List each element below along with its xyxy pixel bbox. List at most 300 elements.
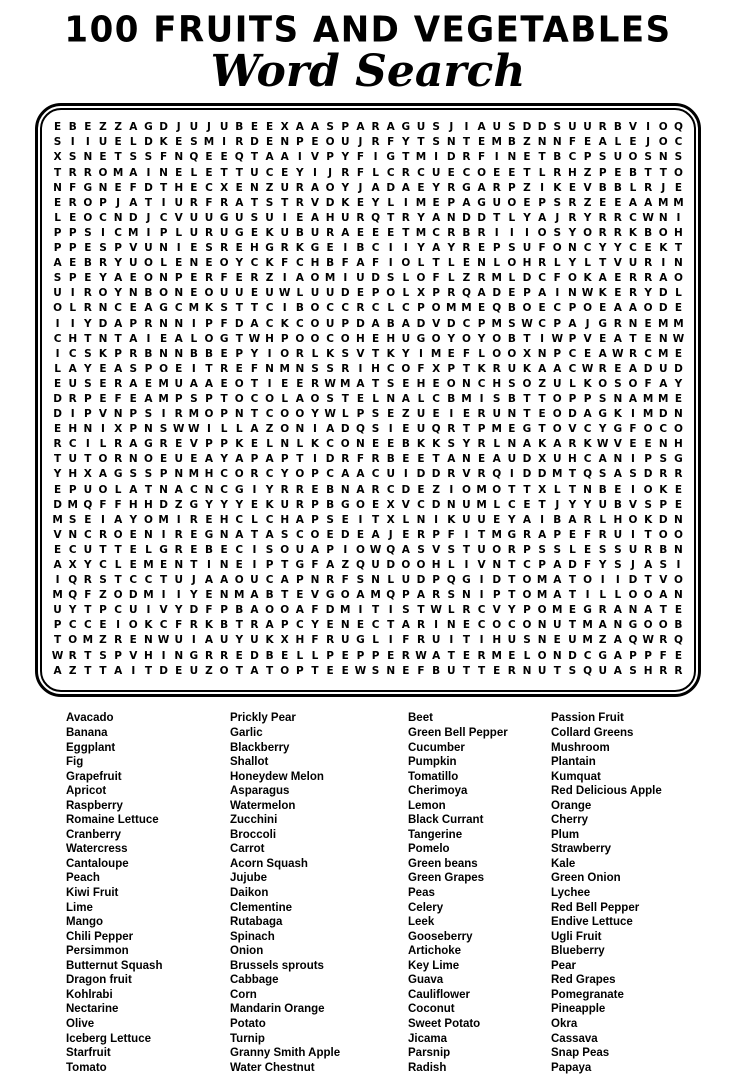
grid-letter: W	[188, 423, 200, 436]
word-item: Pear	[551, 959, 576, 972]
grid-letter: O	[522, 302, 532, 315]
grid-letter: T	[235, 332, 243, 345]
grid-letter: N	[613, 392, 623, 405]
grid-letter: U	[219, 226, 229, 239]
grid-letter: A	[553, 362, 562, 375]
grid-letter: Q	[371, 211, 381, 224]
grid-letter: O	[673, 528, 683, 541]
grid-letter: P	[538, 559, 546, 572]
word-list-column	[230, 711, 408, 1075]
grid-letter: G	[113, 468, 123, 481]
grid-letter: E	[341, 664, 349, 677]
grid-letter: C	[568, 362, 577, 375]
grid-letter: I	[479, 392, 484, 405]
grid-letter: W	[248, 332, 261, 345]
grid-letter: A	[265, 528, 274, 541]
grid-letter: G	[477, 196, 486, 209]
grid-letter: F	[477, 151, 486, 164]
grid-letter: U	[189, 121, 199, 134]
grid-letter: R	[568, 438, 577, 451]
grid-letter: A	[204, 574, 214, 587]
grid-letter: Y	[220, 498, 228, 511]
grid-letter: P	[220, 438, 228, 451]
grid-letter: F	[659, 649, 667, 662]
word-item: Tangerine	[408, 828, 463, 841]
grid-letter: E	[250, 498, 259, 511]
grid-letter: R	[326, 634, 335, 647]
grid-letter: T	[462, 136, 470, 149]
grid-letter: E	[614, 287, 622, 300]
grid-letter: L	[599, 589, 607, 602]
grid-letter: U	[265, 287, 274, 300]
grid-letter: F	[281, 257, 289, 270]
grid-letter: T	[84, 664, 92, 677]
grid-letter: M	[642, 408, 654, 421]
grid-letter: B	[265, 589, 274, 602]
grid-letter: A	[174, 332, 183, 345]
grid-letter: E	[190, 242, 198, 255]
grid-letter: J	[207, 121, 211, 134]
grid-letter: S	[311, 362, 319, 375]
grid-letter: Y	[447, 242, 456, 255]
grid-letter: E	[159, 559, 168, 572]
grid-letter: O	[628, 377, 638, 390]
grid-letter: S	[129, 151, 138, 164]
grid-letter: I	[540, 181, 545, 194]
grid-letter: N	[356, 438, 365, 451]
grid-letter: N	[537, 619, 547, 632]
grid-letter: M	[188, 408, 200, 421]
grid-letter: O	[507, 347, 517, 360]
grid-letter: S	[326, 513, 334, 526]
grid-letter: R	[568, 196, 577, 209]
grid-letter: N	[280, 136, 290, 149]
grid-letter: F	[583, 528, 592, 541]
grid-letter: C	[68, 543, 77, 556]
grid-letter: I	[176, 513, 181, 526]
grid-letter: R	[674, 468, 683, 481]
grid-letter: U	[628, 543, 638, 556]
grid-letter: B	[507, 392, 516, 405]
grid-letter: V	[628, 121, 638, 134]
word-item: Grapefruit	[66, 770, 122, 783]
grid-letter: F	[205, 196, 213, 209]
grid-letter: O	[643, 302, 653, 315]
grid-letter: T	[235, 166, 243, 179]
grid-letter: N	[340, 619, 350, 632]
word-item: Apricot	[66, 785, 107, 798]
grid-letter: J	[191, 574, 196, 587]
page-subtitle: Word Search	[210, 46, 526, 97]
word-item: Mushroom	[551, 741, 610, 754]
word-item: Blackberry	[230, 741, 290, 754]
grid-letter: G	[613, 423, 623, 436]
grid-letter: A	[613, 604, 622, 617]
grid-letter: P	[114, 347, 122, 360]
grid-letter: B	[235, 121, 244, 134]
grid-letter: R	[98, 528, 108, 541]
grid-letter: R	[204, 649, 214, 662]
grid-letter: S	[326, 362, 334, 375]
grid-letter: J	[116, 196, 121, 209]
grid-letter: E	[508, 423, 516, 436]
grid-letter: B	[144, 347, 153, 360]
grid-letter: A	[659, 377, 668, 390]
grid-letter: I	[509, 468, 514, 481]
grid-letter: M	[112, 166, 124, 179]
grid-letter: E	[538, 302, 546, 315]
word-item: Potato	[230, 1017, 266, 1030]
grid-letter: L	[402, 287, 410, 300]
grid-letter: A	[265, 151, 274, 164]
grid-letter: R	[220, 362, 229, 375]
grid-letter: U	[553, 453, 562, 466]
word-item: Sweet Potato	[408, 1017, 481, 1030]
grid-letter: R	[341, 453, 350, 466]
grid-letter: E	[250, 226, 259, 239]
grid-letter: V	[613, 257, 622, 270]
grid-letter: V	[628, 498, 638, 511]
grid-letter: V	[310, 151, 320, 164]
grid-letter: C	[189, 483, 198, 496]
grid-letter: R	[204, 272, 214, 285]
grid-letter: P	[235, 347, 244, 360]
grid-letter: H	[68, 332, 78, 345]
grid-letter: U	[98, 136, 108, 149]
grid-letter: X	[280, 121, 289, 134]
grid-letter: I	[282, 272, 287, 285]
grid-letter: D	[431, 498, 441, 511]
grid-letter: R	[250, 468, 259, 481]
grid-letter: V	[174, 211, 183, 224]
grid-letter: L	[114, 483, 122, 496]
grid-letter: P	[53, 226, 62, 239]
grid-letter: E	[53, 377, 62, 390]
grid-letter: E	[129, 543, 137, 556]
grid-letter: T	[99, 543, 107, 556]
grid-letter: E	[447, 347, 455, 360]
word-item: Granny Smith Apple	[230, 1047, 341, 1060]
grid-letter: O	[234, 468, 244, 481]
grid-letter: Q	[583, 664, 593, 677]
grid-letter: H	[280, 513, 290, 526]
grid-letter: Q	[673, 634, 683, 647]
grid-letter: N	[507, 438, 517, 451]
grid-letter: E	[220, 347, 228, 360]
grid-letter: O	[507, 257, 517, 270]
grid-letter: T	[568, 483, 576, 496]
grid-letter: Y	[250, 347, 259, 360]
grid-letter: O	[234, 377, 244, 390]
grid-letter: P	[553, 528, 562, 541]
grid-letter: S	[84, 226, 92, 239]
grid-letter: F	[417, 362, 425, 375]
grid-letter: K	[659, 242, 668, 255]
grid-letter: P	[84, 408, 92, 421]
grid-letter: D	[522, 272, 532, 285]
grid-letter: B	[326, 483, 335, 496]
grid-letter: C	[477, 377, 486, 390]
grid-letter: A	[295, 392, 304, 405]
grid-letter: S	[553, 196, 562, 209]
grid-letter: T	[553, 664, 561, 677]
grid-letter: B	[674, 619, 683, 632]
grid-letter: O	[507, 196, 517, 209]
grid-letter: I	[146, 226, 151, 239]
grid-letter: A	[401, 392, 410, 405]
grid-letter: E	[674, 392, 683, 405]
grid-letter: P	[84, 392, 92, 405]
grid-letter: F	[644, 377, 652, 390]
grid-letter: U	[341, 634, 350, 647]
grid-letter: H	[250, 242, 259, 255]
grid-letter: I	[343, 543, 348, 556]
grid-letter: P	[296, 574, 304, 587]
grid-letter: O	[113, 589, 123, 602]
grid-letter: S	[614, 543, 622, 556]
grid-letter: N	[98, 302, 108, 315]
grid-letter: Y	[84, 362, 92, 375]
grid-letter: N	[674, 543, 683, 556]
grid-letter: I	[313, 166, 317, 179]
word-item: Jujube	[230, 872, 268, 885]
grid-letter: L	[251, 513, 258, 526]
grid-letter: G	[583, 604, 592, 617]
grid-letter: E	[281, 377, 289, 390]
grid-letter: E	[296, 211, 304, 224]
grid-letter: N	[537, 634, 547, 647]
word-item: Key Lime	[408, 959, 460, 972]
grid-letter: I	[373, 151, 378, 164]
grid-letter: S	[326, 121, 334, 134]
grid-letter: S	[402, 604, 410, 617]
grid-letter: S	[508, 317, 516, 330]
grid-letter: C	[583, 453, 592, 466]
grid-letter: H	[356, 332, 365, 345]
grid-letter: C	[477, 604, 486, 617]
grid-letter: D	[658, 408, 668, 421]
grid-letter: P	[447, 362, 456, 375]
grid-letter: M	[128, 226, 139, 239]
grid-letter: L	[281, 392, 289, 405]
grid-letter: C	[644, 347, 652, 360]
grid-letter: M	[143, 589, 154, 602]
grid-letter: E	[114, 136, 122, 149]
grid-letter: C	[220, 468, 228, 481]
word-item: Green Grapes	[408, 872, 485, 885]
grid-letter: E	[614, 362, 622, 375]
grid-letter: C	[68, 619, 77, 632]
grid-letter: E	[235, 649, 243, 662]
grid-letter: A	[598, 136, 607, 149]
grid-letter: L	[311, 347, 319, 360]
grid-letter: P	[492, 242, 501, 255]
grid-letter: C	[159, 619, 168, 632]
grid-letter: S	[265, 196, 274, 209]
grid-letter: A	[53, 257, 62, 270]
grid-letter: P	[220, 604, 228, 617]
grid-letter: A	[341, 226, 350, 239]
grid-letter: I	[313, 453, 317, 466]
grid-letter: R	[159, 438, 168, 451]
grid-letter: E	[84, 121, 92, 134]
grid-letter: O	[280, 664, 290, 677]
grid-letter: A	[538, 211, 547, 224]
grid-letter: L	[372, 392, 379, 405]
grid-letter: L	[584, 257, 591, 270]
grid-letter: T	[462, 664, 470, 677]
word-item: Tomatillo	[408, 770, 459, 783]
grid-letter: L	[417, 392, 425, 405]
grid-letter: T	[402, 226, 410, 239]
grid-letter: E	[568, 528, 577, 541]
grid-letter: S	[614, 559, 622, 572]
word-item: Carrot	[230, 843, 265, 856]
grid-letter: H	[295, 634, 305, 647]
grid-letter: J	[631, 559, 635, 572]
grid-letter: Y	[598, 423, 607, 436]
grid-letter: E	[220, 377, 228, 390]
grid-letter: R	[659, 664, 668, 677]
grid-letter: T	[114, 543, 122, 556]
grid-letter: V	[356, 347, 365, 360]
grid-letter: F	[341, 257, 349, 270]
grid-letter: I	[116, 619, 121, 632]
grid-letter: A	[129, 166, 138, 179]
grid-letter: E	[129, 302, 137, 315]
grid-letter: I	[403, 196, 408, 209]
grid-letter: F	[129, 181, 137, 194]
grid-letter: D	[522, 468, 532, 481]
grid-letter: O	[522, 377, 532, 390]
grid-letter: O	[234, 392, 244, 405]
word-item: Kumquat	[551, 770, 601, 783]
grid-letter: U	[189, 226, 199, 239]
grid-letter: N	[83, 423, 93, 436]
grid-letter: X	[538, 483, 547, 496]
word-item: Mandarin Orange	[230, 1003, 325, 1016]
grid-letter: P	[68, 483, 77, 496]
grid-letter: S	[447, 438, 456, 451]
word-item: Red Bell Pepper	[551, 901, 640, 914]
grid-letter: T	[250, 302, 258, 315]
grid-letter: T	[53, 453, 62, 466]
grid-letter: L	[614, 589, 622, 602]
grid-letter: R	[204, 226, 214, 239]
grid-letter: C	[326, 302, 334, 315]
grid-letter: C	[507, 619, 516, 632]
grid-letter: O	[204, 287, 214, 300]
grid-letter: T	[387, 619, 395, 632]
grid-letter: N	[552, 649, 562, 662]
grid-letter: I	[70, 408, 75, 421]
grid-letter: L	[493, 498, 501, 511]
grid-letter: E	[53, 423, 62, 436]
grid-letter: E	[190, 181, 198, 194]
grid-letter: J	[585, 317, 590, 330]
grid-letter: I	[615, 574, 620, 587]
grid-letter: W	[324, 377, 336, 390]
grid-letter: U	[53, 287, 62, 300]
grid-letter: E	[614, 272, 622, 285]
grid-letter: S	[553, 226, 562, 239]
grid-letter: M	[491, 649, 502, 662]
grid-letter: A	[235, 528, 244, 541]
grid-letter: A	[492, 453, 501, 466]
grid-letter: V	[613, 438, 622, 451]
grid-letter: P	[265, 559, 274, 572]
grid-letter: R	[356, 302, 365, 315]
word-item: Pumpkin	[408, 756, 457, 769]
grid-letter: C	[174, 302, 183, 315]
grid-letter: A	[204, 453, 214, 466]
word-item: Watermelon	[230, 799, 296, 812]
grid-letter: B	[462, 226, 471, 239]
grid-letter: B	[644, 226, 653, 239]
grid-letter: O	[143, 453, 153, 466]
grid-letter: T	[371, 604, 380, 617]
grid-letter: R	[416, 619, 426, 632]
grid-letter: Y	[402, 136, 410, 149]
grid-letter: I	[631, 408, 635, 421]
grid-letter: D	[159, 664, 168, 677]
grid-letter: Z	[583, 166, 592, 179]
grid-letter: S	[68, 151, 77, 164]
grid-letter: O	[673, 166, 683, 179]
grid-letter: B	[235, 604, 244, 617]
grid-letter: T	[568, 589, 576, 602]
grid-letter: E	[523, 151, 531, 164]
grid-letter: X	[280, 634, 289, 647]
grid-letter: N	[144, 423, 153, 436]
grid-letter: L	[129, 136, 137, 149]
grid-letter: N	[446, 498, 456, 511]
grid-letter: N	[583, 483, 592, 496]
grid-letter: D	[537, 468, 547, 481]
grid-letter: S	[159, 423, 168, 436]
grid-letter: E	[568, 604, 577, 617]
grid-letter: D	[643, 468, 653, 481]
grid-letter: E	[523, 196, 531, 209]
grid-letter: E	[265, 136, 274, 149]
grid-letter: P	[326, 151, 334, 164]
grid-letter: O	[295, 408, 305, 421]
grid-letter: A	[386, 121, 395, 134]
grid-letter: C	[129, 574, 138, 587]
grid-letter: Z	[341, 559, 350, 572]
grid-letter: T	[144, 196, 152, 209]
grid-letter: R	[98, 257, 108, 270]
grid-letter: O	[583, 226, 593, 239]
grid-letter: P	[402, 589, 410, 602]
grid-letter: A	[114, 513, 123, 526]
grid-letter: L	[447, 257, 455, 270]
grid-letter: I	[555, 287, 560, 300]
grid-letter: Y	[371, 196, 380, 209]
grid-letter: C	[295, 317, 304, 330]
grid-letter: E	[402, 423, 410, 436]
grid-letter: I	[55, 317, 60, 330]
grid-letter: C	[68, 438, 77, 451]
word-item: Kale	[551, 857, 576, 870]
grid-letter: V	[659, 574, 668, 587]
grid-letter: W	[521, 317, 533, 330]
grid-letter: S	[326, 392, 334, 405]
grid-letter: T	[417, 604, 425, 617]
grid-letter: E	[583, 136, 592, 149]
grid-letter: G	[310, 242, 320, 255]
grid-letter: O	[673, 423, 683, 436]
